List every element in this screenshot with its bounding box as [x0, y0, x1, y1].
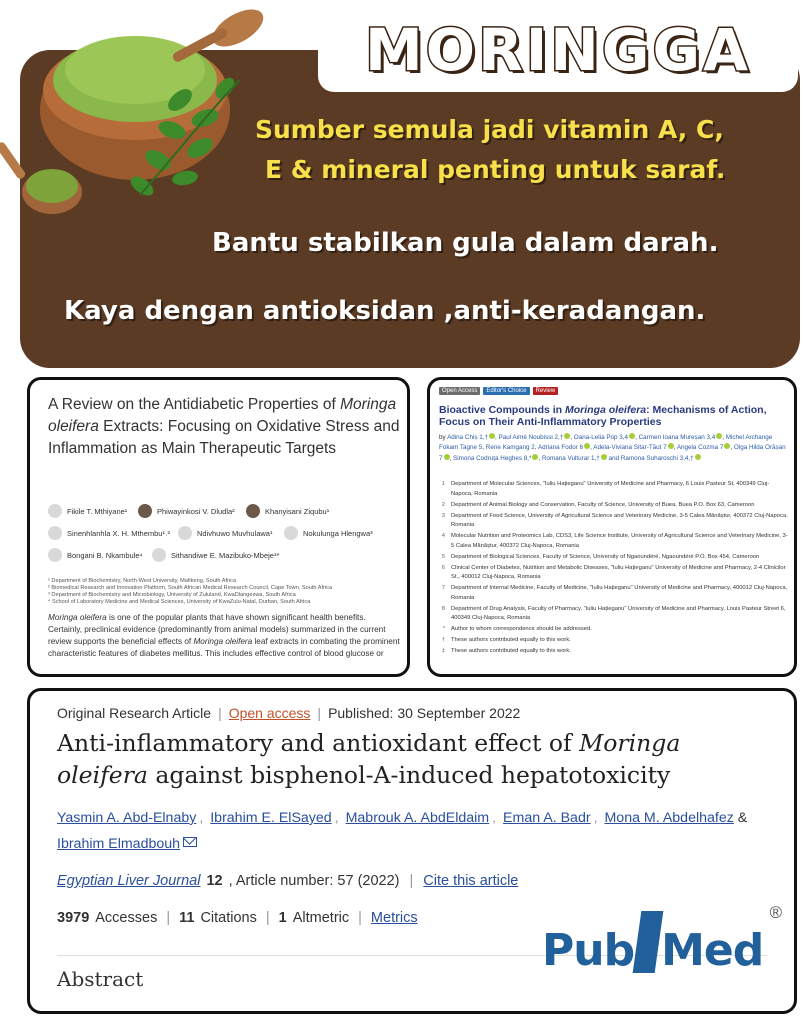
aff-text: Department of Food Science, University of Agricultural Science and Veterinary Medicine, 3-5 Calea Mănăștur, 400372 Cluj-Napoca, Romania — [451, 512, 788, 528]
aff-text: Clinical Center of Diabetes, Nutrition and Metabolic Diseases, "Iuliu Hațieganu" University of Medicine and Pharmacy, 2-4 Clinicilor St., 400012 Cluj-Napoca, Romania — [451, 564, 786, 580]
author-link[interactable]: and Ramona Suharoschi 3,4,† — [608, 454, 694, 462]
author-link[interactable]: Adina Chiș 1,† — [447, 434, 489, 441]
author-link[interactable]: Olga Hilda Orășan 7 — [439, 444, 786, 462]
avatar — [178, 526, 192, 540]
divider: | — [265, 910, 270, 926]
divider: | — [409, 873, 414, 889]
citations-count: 11 — [179, 910, 195, 926]
benefit-line-1: Sumber semula jadi vitamin A, C, — [255, 115, 724, 144]
author-link[interactable]: Mabrouk A. AbdEldaim — [345, 810, 490, 826]
orcid-icon[interactable] — [584, 443, 590, 449]
author-link[interactable]: Angela Cozma 7 — [676, 444, 724, 452]
altmetric-label: Altmetric — [292, 910, 350, 926]
abstract-heading: Abstract — [57, 967, 144, 991]
abstract-text — [48, 612, 400, 660]
aff-num: 6 — [441, 564, 445, 571]
journal-line — [57, 873, 518, 889]
avatar — [48, 526, 62, 540]
by-label: by — [439, 434, 446, 441]
metrics-link[interactable]: Metrics — [370, 910, 418, 926]
author-link[interactable]: Ibrahim E. ElSayed — [210, 810, 332, 826]
banner-title: MORINGGA — [365, 16, 751, 84]
author[interactable] — [48, 526, 170, 540]
benefit-line-3: Bantu stabilkan gula dalam darah. — [212, 228, 719, 258]
avatar — [152, 548, 166, 562]
author-name: Sithandiwe E. Mazibuko-Mbeje¹* — [171, 550, 280, 560]
published-date: Published: 30 September 2022 — [328, 705, 521, 721]
author[interactable] — [152, 548, 279, 562]
author-link[interactable]: Rene Kamgang 2 — [485, 444, 535, 452]
aff-num: 3 — [441, 512, 445, 519]
author-link[interactable]: Adela-Viviana Sitar-Tăut 7 — [593, 444, 667, 452]
author-list — [57, 805, 777, 857]
affiliation — [439, 512, 789, 531]
title-part: Bioactive Compounds in — [439, 404, 566, 416]
abstract-species: Moringa oleifera — [48, 613, 107, 622]
title-part: Extracts: Focusing on Oxidative Stress and Inflammation as Main Therapeutic Targets — [48, 418, 400, 457]
author-link[interactable]: Eman A. Badr — [503, 810, 591, 826]
divider: , — [593, 810, 598, 826]
accesses-count: 3979 — [57, 910, 90, 926]
altmetric-count: 1 — [278, 910, 287, 926]
orcid-icon[interactable] — [564, 433, 570, 439]
abstract-species: Moringa oleifera — [193, 637, 253, 646]
author[interactable] — [284, 526, 373, 540]
affiliation — [439, 532, 789, 551]
orcid-icon[interactable] — [716, 433, 722, 439]
review-badge[interactable]: Review — [533, 387, 559, 395]
paper-title — [439, 404, 784, 428]
paper-card-antidiabetic — [27, 377, 410, 677]
title-species: Moringa oleifera — [57, 729, 681, 789]
pubmed-logo — [542, 903, 782, 976]
author-link[interactable]: Adriana Fodor 6 — [537, 444, 584, 452]
pubmed-logo-text: Med — [661, 925, 764, 976]
abstract-part: leaf extracts in combating the prominent characteristic features of diabetes mellitus. This includes effective control of blood glucose or — [48, 637, 400, 658]
author[interactable] — [48, 504, 127, 518]
aff-num: † — [441, 637, 445, 643]
volume: 12 — [206, 873, 223, 889]
affiliation — [439, 553, 789, 563]
orcid-icon[interactable] — [532, 454, 538, 460]
author-link[interactable]: Paul Aimé Noubissi 2,† — [498, 434, 564, 441]
aff-text: These authors contributed equally to this work. — [451, 648, 571, 654]
author-link[interactable]: Simona Codruța Heghes 8,* — [453, 454, 532, 462]
aff-text: Author to whom correspondence should be addressed. — [451, 626, 592, 632]
cite-article-link[interactable]: Cite this article — [423, 873, 519, 889]
affiliation — [439, 501, 789, 511]
accesses-label: Accesses — [95, 910, 158, 926]
author-name: Sinenhlanhla X. H. Mthembu¹˒² — [67, 528, 170, 538]
aff-text: Department of Internal Medicine, Faculty of Medicine, "Iuliu Hațieganu" University of Medicine and Pharmacy, 400012 Cluj-Napoca, Romania — [451, 585, 788, 601]
avatar — [246, 504, 260, 518]
author-name: Phiwayinkosi V. Dludla² — [157, 506, 235, 516]
author-link[interactable]: Ibrahim Elmadbouh — [57, 836, 181, 852]
journal-link[interactable]: Egyptian Liver Journal — [57, 873, 201, 889]
author-link[interactable]: Yasmin A. Abd-Elnaby — [57, 810, 197, 826]
title-box — [318, 8, 798, 92]
editors-choice-badge[interactable]: Editor's Choice — [483, 387, 529, 395]
paper-title — [57, 727, 757, 791]
avatar — [48, 504, 62, 518]
author-name: Nokulunga Hlengwa³ — [303, 528, 373, 538]
article-type: Original Research Article — [57, 705, 212, 721]
aff-num: 1 — [441, 481, 445, 487]
benefit-line-2: E & mineral penting untuk saraf. — [265, 155, 726, 184]
aff-num: * — [442, 626, 445, 632]
benefit-line-4: Kaya dengan antioksidan ,anti-keradangan. — [64, 296, 706, 326]
divider: , — [199, 810, 204, 826]
affiliation: ³ Department of Biochemistry and Microbiology, University of Zululand, KwaDlangezwa, South Africa — [48, 592, 296, 598]
divider: | — [358, 910, 362, 926]
pubmed-book-icon — [633, 911, 664, 973]
aff-text: Department of Molecular Sciences, "Iuliu Hațieganu" University of Medicine and Pharmacy, 6 Louis Pasteur St, 400349 Cluj-Napoca, Romania — [451, 481, 770, 497]
title-part: against bisphenol-A-induced hepatotoxicity — [147, 761, 671, 789]
affiliation — [439, 584, 789, 603]
title-part: Anti-inflammatory and antioxidant effect of — [57, 729, 580, 757]
author-link[interactable]: Carmen Ioana Mureșan 3,4 — [638, 434, 716, 441]
divider: , — [492, 810, 497, 826]
affiliation: ² Biomedical Research and Innovation Platform, South African Medical Research Council, Cape Town, South Africa — [48, 585, 333, 591]
author-name: Bongani B. Nkambule⁴ — [67, 550, 143, 560]
aff-num: 8 — [441, 605, 445, 612]
pubmed-logo-text: Pub — [542, 925, 635, 976]
affiliation-list — [439, 480, 789, 658]
divider: , — [334, 810, 339, 826]
citations-label: Citations — [200, 910, 257, 926]
title-species: Moringa oleifera — [48, 396, 397, 435]
paper-card-hepatotoxicity — [27, 688, 797, 1014]
aff-text: Department of Animal Biology and Conservation, Faculty of Science, University of Buea, Buea P.O. Box 63, Cameroon — [451, 501, 755, 508]
title-part: : Mechanisms of Action, Focus on Their Anti-Inflammatory Properties — [439, 404, 767, 428]
title-species: Moringa oleifera — [565, 404, 647, 416]
open-access-link[interactable]: Open access — [228, 705, 311, 721]
author-link[interactable]: Mona M. Abdelhafez — [604, 810, 734, 826]
bowl-of-moringa-powder-icon — [0, 0, 290, 230]
avatar — [284, 526, 298, 540]
email-icon[interactable] — [183, 837, 197, 847]
aff-num: 2 — [441, 501, 445, 508]
badges — [439, 387, 558, 395]
divider: | — [317, 705, 322, 721]
aff-num: 7 — [441, 585, 445, 591]
abstract-part: is one of the popular plants that have shown significant health benefits. Certainly, preclinical evidence (predominantly from animal models) summarized in the current review supports the beneficial effects of — [48, 613, 386, 646]
divider: | — [166, 910, 171, 926]
author-link[interactable]: Oana-Lelia Pop 3,4 — [573, 434, 629, 441]
orcid-icon[interactable] — [444, 454, 450, 460]
registered-mark: ® — [769, 903, 782, 922]
author[interactable] — [48, 548, 143, 562]
orcid-icon[interactable] — [668, 443, 674, 449]
affiliation — [439, 480, 789, 499]
paper-title — [48, 394, 403, 460]
orcid-icon[interactable] — [489, 433, 495, 439]
avatar — [48, 548, 62, 562]
title-part: A Review on the Antidiabetic Properties of — [48, 396, 336, 413]
paper-card-bioactive — [427, 377, 797, 677]
author[interactable] — [138, 504, 235, 518]
aff-num: ‡ — [441, 648, 445, 654]
author[interactable] — [178, 526, 272, 540]
affiliation: ¹ Department of Biochemistry, North-West University, Mafikeng, South Africa — [48, 578, 237, 584]
affiliation: ⁴ School of Laboratory Medicine and Medical Sciences, University of KwaZulu-Natal, Durban, South Africa — [48, 599, 311, 605]
metrics-line — [57, 910, 418, 926]
affiliation — [439, 564, 789, 583]
aff-num: 4 — [441, 533, 445, 539]
author-link[interactable]: Michel Archange Fokam Tagne 5 — [439, 434, 773, 452]
orcid-icon[interactable] — [724, 443, 730, 449]
affiliation — [439, 605, 789, 624]
author-name: Khanyisani Ziqubu¹ — [265, 506, 330, 516]
affiliation — [439, 625, 789, 635]
article-number: , Article number: 57 (2022) — [228, 873, 400, 889]
affiliation — [439, 636, 789, 646]
author-list: by Adina Chiș 1,† , Paul Aimé Noubissi 2,† , Oana-Lelia Pop 3,4 , Carmen Ioana Mureșan 3,4 , Michel Archange Fokam Tagne 5, Rene Kamgang 2, Adriana Fodor 6 , Adela-Viviana Sitar-Tăut 7 , Angela Cozma 7 , Olga Hilda Orășan 7 , Simona Codruța Heghes 8,* , Romana Vulturar 1,† and Ramona Suharoschi 3,4,† — [439, 434, 786, 462]
author-link[interactable]: Romana Vulturar 1,† — [541, 454, 600, 462]
avatar — [138, 504, 152, 518]
author-name: Fikile T. Mthiyane¹ — [67, 506, 128, 516]
author[interactable] — [246, 504, 329, 518]
article-meta — [57, 705, 520, 721]
affiliation — [439, 647, 789, 657]
aff-num: 5 — [441, 553, 445, 560]
ampersand: & — [737, 810, 748, 826]
orcid-icon[interactable] — [601, 454, 607, 460]
author-name: Ndivhuwo Muvhulawa¹ — [197, 528, 273, 538]
divider: | — [218, 705, 222, 721]
orcid-icon[interactable] — [629, 433, 635, 439]
orcid-icon[interactable] — [695, 454, 701, 460]
aff-text: Molecular Nutrition and Proteomics Lab, CDS3, Life Science Institute, University of Agricultural Science and Veterinary Medicine, 3-5 Calea Mănăștur, 400372 Cluj-Napoca, Romania — [451, 533, 788, 549]
open-access-badge[interactable]: Open Access — [439, 387, 480, 395]
aff-text: Department of Drug Analysis, Faculty of Pharmacy, "Iuliu Hațieganu" University of Medicine and Pharmacy, Louis Pasteur Street 6, 400349 Cluj-Napoca, Romania — [451, 605, 786, 621]
aff-text: Department of Biological Sciences, Faculty of Science, University of Ngaoundéré, Ngaoundéré P.O. Box 454, Cameroon — [451, 553, 760, 560]
aff-text: These authors contributed equally to this work. — [451, 637, 571, 643]
